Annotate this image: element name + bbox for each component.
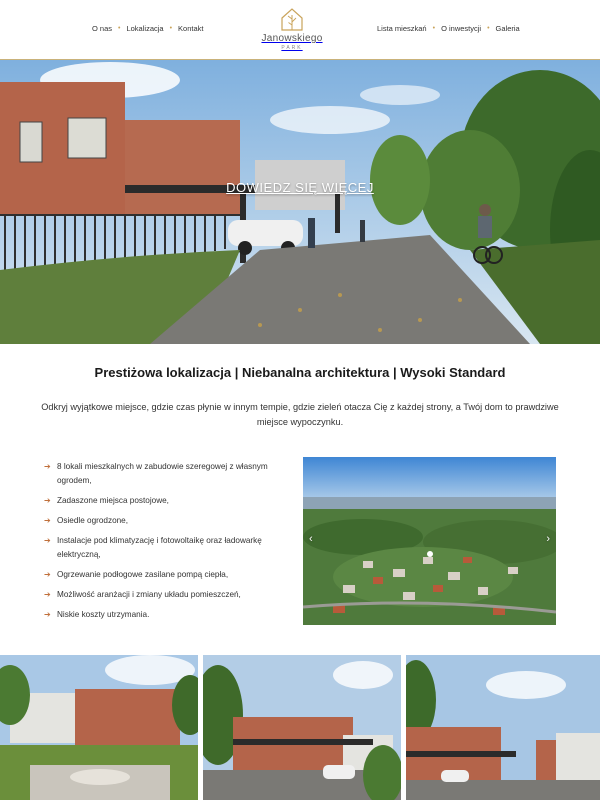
hero-image — [0, 60, 600, 344]
list-item — [44, 568, 274, 582]
nav-link-kontakt[interactable]: Kontakt — [178, 24, 204, 33]
feature-text: Ogrzewanie podłogowe zasilane pompą ciepła, — [57, 570, 229, 579]
feature-text: Możliwość aranżacji i zmiany układu pomieszczeń, — [57, 590, 241, 599]
gallery-image — [0, 655, 198, 800]
feature-text: Niskie koszty utrzymania. — [57, 610, 150, 619]
features-list — [44, 460, 274, 628]
nav-right — [377, 24, 520, 33]
feature-text: 8 lokali mieszkalnych w zabudowie szeregowej z własnym ogrodem, — [57, 462, 268, 485]
arrow-right-icon: ➔ — [44, 496, 51, 505]
feature-text: Zadaszone miejsca postojowe, — [57, 496, 169, 505]
nav-separator-dot: • — [487, 25, 490, 32]
arrow-right-icon: ➔ — [44, 570, 51, 579]
nav-link-o-nas[interactable]: O nas — [92, 24, 113, 33]
gallery-thumb-1[interactable] — [0, 655, 198, 800]
logo-name: Janowskiego — [261, 33, 323, 44]
slider-next-button[interactable]: › — [546, 533, 550, 545]
arrow-right-icon: ➔ — [44, 536, 51, 545]
list-item — [44, 534, 274, 562]
nav-separator-dot: • — [118, 25, 121, 32]
nav-link-galeria[interactable]: Galeria — [495, 24, 520, 33]
arrow-right-icon: ➔ — [44, 610, 51, 619]
gallery-thumb-2[interactable] — [203, 655, 401, 800]
learn-more-link[interactable]: DOWIEDZ SIĘ WIĘCEJ — [226, 180, 374, 195]
nav-link-lista-mieszkan[interactable]: Lista mieszkań — [377, 24, 427, 33]
nav-separator-dot: • — [432, 25, 436, 32]
site-header — [0, 0, 600, 60]
list-item — [44, 460, 274, 488]
list-item — [44, 514, 274, 528]
page-headline: Prestiżowa lokalizacja | Niebanalna architektura | Wysoki Standard — [94, 365, 506, 380]
feature-text: Osiedle ogrodzone, — [57, 516, 129, 525]
list-item — [44, 588, 274, 602]
nav-link-lokalizacja[interactable]: Lokalizacja — [126, 24, 164, 33]
gallery-image — [203, 655, 401, 800]
intro-paragraph: Odkryj wyjątkowe miejsce, gdzie czas płynie w innym tempie, gdzie zieleń otacza Cię z każdej strony, a Twój dom to prawdziwe miejsce wypoczynku. — [41, 402, 559, 427]
hero-banner — [0, 60, 600, 344]
arrow-right-icon: ➔ — [44, 462, 51, 471]
nav-left — [92, 24, 203, 33]
nav-separator-dot: • — [169, 25, 173, 32]
nav-link-o-inwestycji[interactable]: O inwestycji — [441, 24, 482, 33]
slider-prev-button[interactable]: ‹ — [309, 533, 313, 545]
site-logo[interactable] — [255, 6, 329, 54]
house-tree-icon — [279, 6, 305, 32]
aerial-photo-slider[interactable] — [303, 457, 556, 625]
list-item — [44, 608, 274, 622]
gallery-thumb-3[interactable] — [406, 655, 600, 800]
aerial-image — [303, 457, 556, 625]
arrow-right-icon: ➔ — [44, 590, 51, 599]
feature-text: Instalacje pod klimatyzację i fotowoltaikę oraz ładowarkę elektryczną, — [57, 536, 262, 559]
gallery-image — [406, 655, 600, 800]
list-item — [44, 494, 274, 508]
logo-subtitle: PARK — [281, 45, 303, 51]
arrow-right-icon: ➔ — [44, 516, 51, 525]
